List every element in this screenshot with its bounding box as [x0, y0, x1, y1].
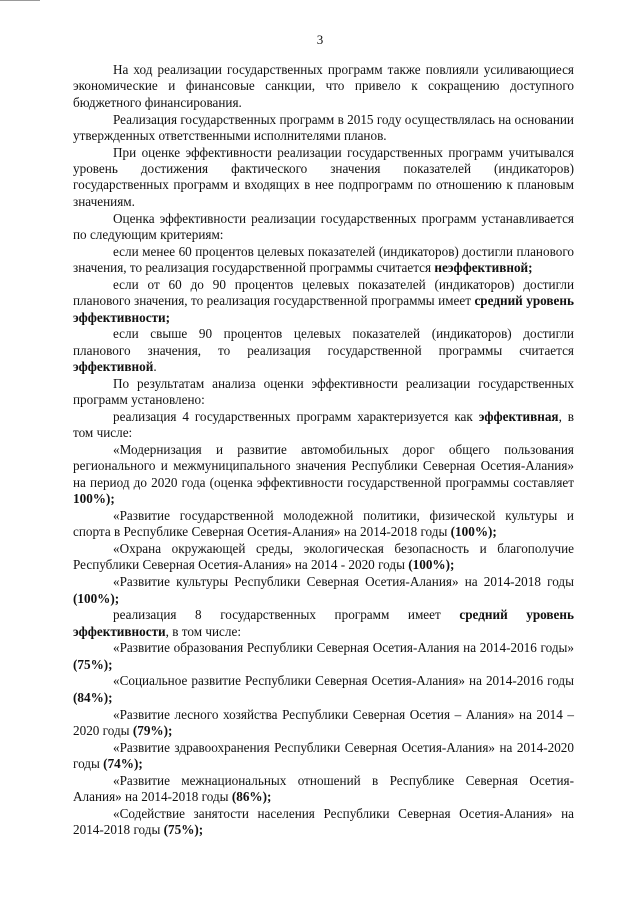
- program-score: (100%);: [450, 524, 497, 540]
- paragraph-criteria-intro: Оценка эффективности реализации государственных программ устанавливается по следующим критериям:: [73, 210, 574, 242]
- criterion-rating: средний уровень эффективности;: [73, 293, 574, 325]
- program-score: (100%);: [73, 590, 120, 606]
- program-item: [73, 508, 574, 541]
- program-text: «Развитие межнациональных отношений в Республике Северная Осетия-Алания» на 2014-2018 годы: [73, 772, 574, 805]
- program-text: «Развитие лесного хозяйства Республики Северная Осетия – Алания» на 2014 – 2020 годы: [73, 706, 574, 738]
- scan-corner-mark: [0, 0, 40, 9]
- program-score: (79%);: [132, 723, 173, 738]
- program-text: «Развитие государственной молодежной политики, физической культуры и спорта в Республике Северная Осетия-Алания» на 2014-2018 годы: [73, 507, 574, 540]
- program-item: [73, 541, 574, 574]
- program-score: (74%);: [103, 756, 143, 772]
- program-item: [73, 773, 574, 806]
- criterion-medium: [73, 277, 574, 326]
- paragraph-evaluation: При оценке эффективности реализации государственных программ учитывался уровень достижения фактического значения показателей (индикаторов) государственных программ и входящих в нее подпрограмм по отношению к плановым значениям.: [73, 144, 574, 209]
- intro-rating: эффективная: [478, 408, 559, 424]
- medium-programs-intro: [73, 607, 574, 640]
- criterion-tail: .: [153, 359, 157, 375]
- program-score: 100%);: [73, 491, 115, 507]
- page-number: 3: [316, 32, 324, 47]
- criterion-ineffective: [73, 244, 574, 277]
- criterion-rating: эффективной: [73, 359, 154, 375]
- criterion-rating: неэффективной;: [434, 260, 533, 276]
- paragraph-plans: Реализация государственных программ в 2015 году осуществлялась на основании утвержденных ответственными исполнителями планов.: [73, 111, 574, 143]
- paragraph-results-intro: По результатам анализа оценки эффективности реализации государственных программ установлено:: [73, 375, 574, 408]
- program-text: «Содействие занятости населения Республики Северная Осетия-Алания» на 2014-2018 годы: [73, 805, 574, 838]
- program-text: «Социальное развитие Республики Северная Осетия-Алания» на 2014-2016 годы: [113, 673, 574, 689]
- effective-programs-intro: [73, 409, 574, 442]
- document-body: [73, 62, 574, 839]
- intro-text: реализация 4 государственных программ характеризуется как: [113, 408, 479, 424]
- intro-tail: , в том числе:: [165, 623, 241, 639]
- program-item: [73, 740, 574, 773]
- program-text: «Развитие образования Республики Северная Осетия-Алания на 2014-2016 годы»: [113, 640, 574, 656]
- criterion-text: если от 60 до 90 процентов целевых показателей (индикаторов) достигли планового значения, то реализация государственной программы имеет: [73, 276, 574, 309]
- program-score: (86%);: [231, 789, 272, 805]
- program-item: [73, 640, 574, 673]
- criterion-effective: [73, 326, 574, 375]
- intro-text: реализация 8 государственных программ имеет: [113, 607, 460, 623]
- criterion-text: если менее 60 процентов целевых показателей (индикаторов) достигли планового значения, то реализация государственной программы считается: [73, 243, 574, 276]
- intro-rating: средний уровень эффективности: [73, 607, 574, 639]
- paragraph-sanctions: На ход реализации государственных программ также повлияли усиливающиеся экономические и финансовые санкции, что привело к сокращению доступного бюджетного финансирования.: [73, 62, 574, 110]
- program-score: (75%);: [163, 822, 204, 838]
- program-item: [73, 673, 574, 706]
- program-item: [73, 574, 574, 607]
- program-text: «Развитие культуры Республики Северная Осетия-Алания» на 2014-2018 годы: [113, 574, 574, 590]
- program-text: «Охрана окружающей среды, экологическая безопасность и благополучие Республики Северная Осетия-Алания» на 2014 - 2020 годы: [73, 541, 574, 573]
- program-item: [73, 707, 574, 740]
- program-text: «Развитие здравоохранения Республики Северная Осетия-Алания» на 2014-2020 годы: [73, 739, 574, 772]
- program-text: «Модернизация и развитие автомобильных дорог общего пользования регионального и межмуниципального значения Республики Северная Осетия-Алания» на период до 2020 года (оценка эффективности государственной программы составляет: [73, 442, 574, 490]
- program-score: (84%);: [73, 689, 113, 705]
- program-score: (75%);: [73, 656, 113, 672]
- program-score: (100%);: [408, 557, 455, 573]
- program-item: [73, 442, 574, 508]
- program-item: [73, 806, 574, 839]
- criterion-text: если свыше 90 процентов целевых показателей (индикаторов) достигли планового значения, то реализация государственной программы считается: [73, 326, 574, 358]
- intro-tail: , в том числе:: [73, 408, 574, 441]
